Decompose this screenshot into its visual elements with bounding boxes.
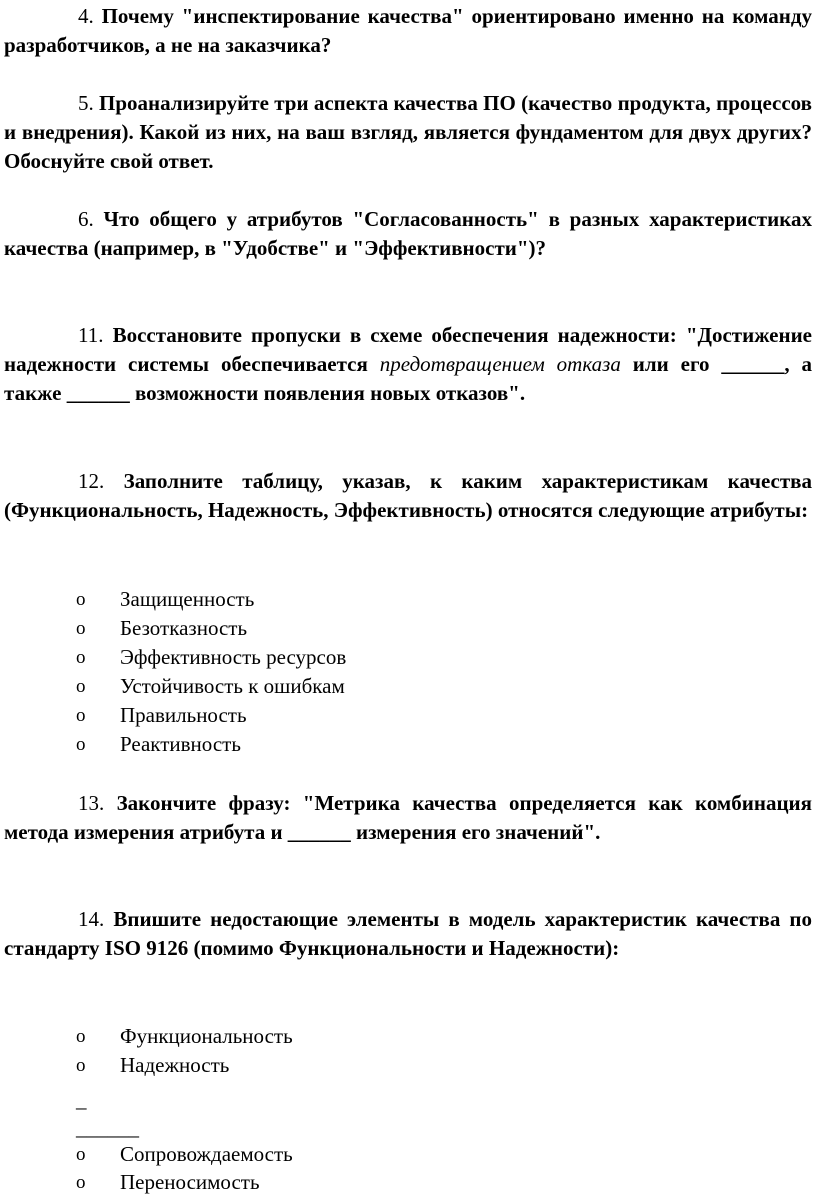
question-number: 5. bbox=[78, 91, 94, 115]
question-number: 13. bbox=[78, 791, 105, 815]
question-number: 6. bbox=[78, 207, 94, 231]
question-13 bbox=[4, 789, 812, 847]
question-11 bbox=[4, 321, 812, 408]
bullet-icon: o bbox=[76, 1055, 86, 1076]
question-5 bbox=[4, 89, 812, 176]
bullet-icon: o bbox=[76, 1144, 86, 1165]
bullet-icon: o bbox=[76, 676, 86, 697]
question-number: 14. bbox=[78, 907, 105, 931]
list-item-label: Эффективность ресурсов bbox=[120, 645, 347, 669]
question-14 bbox=[4, 905, 812, 963]
bullet-icon: o bbox=[76, 647, 86, 668]
question-number: 11. bbox=[78, 323, 104, 347]
list-item-label: Переносимость bbox=[120, 1170, 260, 1194]
bullet-icon: o bbox=[76, 618, 86, 639]
bullet-icon: o bbox=[76, 1026, 86, 1047]
list-item-label: Правильность bbox=[120, 703, 247, 727]
question-text: Впишите недостающие элементы в модель характеристик качества по стандарту ISO 9126 (помимо Функциональности и Надежности): bbox=[4, 907, 813, 960]
question-text: Что общего у атрибутов "Согласованность" в разных характеристиках качества (например, в "Удобстве" и "Эффективности")? bbox=[4, 207, 812, 260]
question-number: 4. bbox=[78, 4, 94, 28]
blank-answer-line: ______ bbox=[76, 1116, 139, 1140]
question-text-part-b: или его ______, а также ______ возможности появления новых отказов". bbox=[4, 352, 813, 405]
list-item-label: Устойчивость к ошибкам bbox=[120, 674, 345, 698]
question-italic-phrase: предотвращением отказа bbox=[379, 352, 621, 376]
list-item-label: Надежность bbox=[120, 1053, 230, 1077]
question-text: Заполните таблицу, указав, к каким характеристикам качества (Функциональность, Надежность, Эффективность) относятся следующие атрибуты: bbox=[4, 469, 813, 522]
question-text: Проанализируйте три аспекта качества ПО (качество продукта, процессов и внедрения). Какой из них, на ваш взгляд, является фундаментом для двух других? Обоснуйте свой ответ. bbox=[4, 91, 813, 173]
question-number: 12. bbox=[78, 469, 105, 493]
list-item-label: Безотказность bbox=[120, 616, 248, 640]
list-item-label: Функциональность bbox=[120, 1024, 293, 1048]
question-text: Почему "инспектирование качества" ориентировано именно на команду разработчиков, а не на заказчика? bbox=[4, 4, 813, 57]
list-item-label: Реактивность bbox=[120, 732, 241, 756]
list-item-label: Защищенность bbox=[120, 587, 255, 611]
bullet-icon: o bbox=[76, 734, 86, 755]
question-6 bbox=[4, 205, 812, 263]
bullet-icon: o bbox=[76, 1172, 86, 1193]
bullet-icon: o bbox=[76, 589, 86, 610]
question-text: Закончите фразу: "Метрика качества определяется как комбинация метода измерения атрибута и ______ измерения его значений". bbox=[4, 791, 812, 844]
question-12 bbox=[4, 467, 812, 525]
blank-dash: _ bbox=[76, 1088, 87, 1112]
question-text-part-a: Восстановите пропуски в схеме обеспечения надежности: "Достижение надежности системы обеспечивается bbox=[4, 323, 812, 376]
question-4 bbox=[4, 2, 812, 60]
list-item-label: Сопровождаемость bbox=[120, 1142, 293, 1166]
bullet-icon: o bbox=[76, 705, 86, 726]
